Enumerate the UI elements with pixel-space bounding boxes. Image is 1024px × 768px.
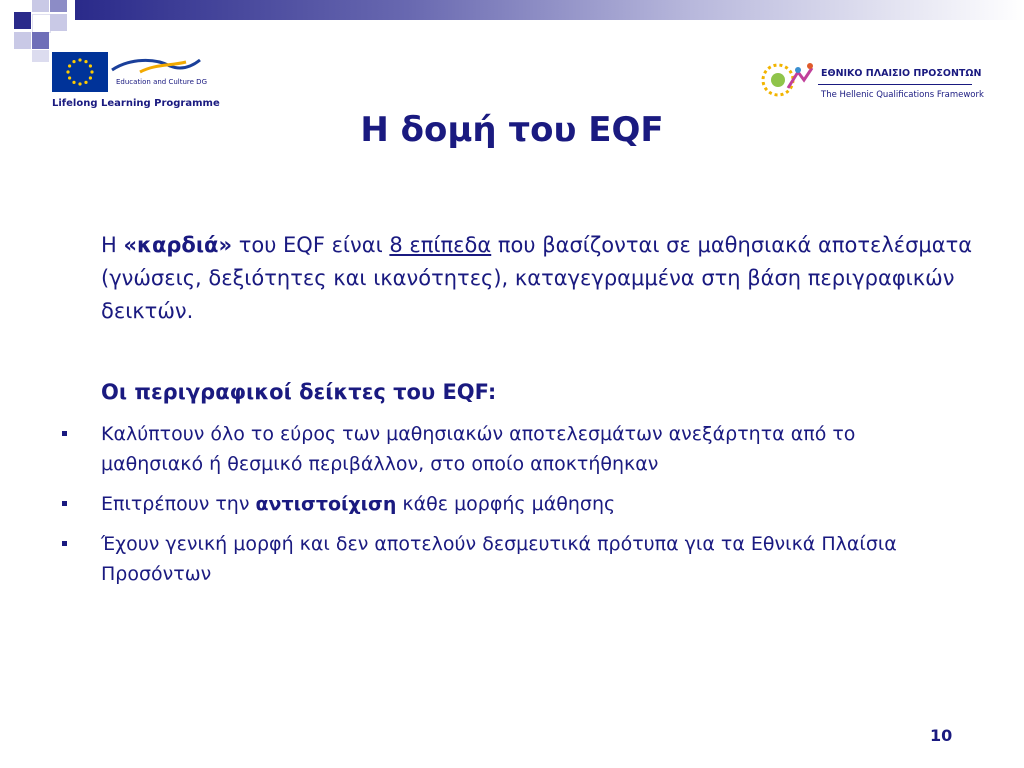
decor-square — [14, 32, 31, 49]
eu-star-icon — [72, 60, 75, 63]
framework-title: ΕΘΝΙΚΟ ΠΛΑΙΣΙΟ ΠΡΟΣΟΝΤΩΝ — [821, 68, 982, 79]
list-item-bold: αντιστοίχιση — [255, 493, 397, 515]
list-item — [58, 529, 938, 589]
decor-square — [50, 14, 67, 31]
intro-prefix: Η — [101, 233, 124, 257]
eu-lifelong-learning-logo — [48, 50, 220, 114]
eu-star-icon — [84, 60, 87, 63]
framework-subtitle: The Hellenic Qualifications Framework — [821, 90, 984, 100]
header-gradient-band — [75, 0, 1024, 20]
decor-square — [14, 12, 31, 29]
bullet-square-icon — [62, 541, 67, 546]
framework-emblem-icon — [758, 58, 816, 104]
swoosh-icon — [110, 56, 202, 74]
descriptor-list — [58, 419, 938, 599]
list-item-text: Καλύπτουν όλο το εύρος των μαθησιακών αποτελεσμάτων ανεξάρτητα από το μαθησιακό ή θεσμικό περιβάλλον, στο οποίο αποκτήθηκαν — [101, 423, 856, 475]
list-item — [58, 419, 938, 479]
eu-star-icon — [84, 81, 87, 84]
list-item-suffix: κάθε μορφής μάθησης — [396, 493, 616, 515]
decor-square — [32, 0, 49, 12]
eu-star-icon — [68, 76, 71, 79]
descriptors-heading: Οι περιγραφικοί δείκτες του EQF: — [101, 380, 497, 404]
list-item-prefix: Επιτρέπουν την — [101, 493, 256, 515]
page-number: 10 — [930, 726, 953, 745]
eu-star-icon — [66, 70, 69, 73]
list-item — [58, 489, 938, 519]
eu-star-icon — [78, 82, 81, 85]
intro-paragraph — [101, 229, 981, 328]
eu-star-icon — [89, 76, 92, 79]
intro-rest: που βασίζονται σε μαθησιακά αποτελέσματα (γνώσεις, δεξιότητες και ικανότητες), καταγεγραμμένα στη βάση περιγραφικών δεικτών. — [101, 233, 973, 323]
framework-divider — [818, 84, 972, 85]
intro-keyword: «καρδιά» — [123, 233, 233, 257]
bullet-square-icon — [62, 501, 67, 506]
eu-star-icon — [78, 58, 81, 61]
slide-title: Η δομή του EQF — [360, 110, 664, 150]
decor-square — [32, 32, 49, 49]
programme-label: Lifelong Learning Programme — [52, 98, 220, 109]
list-item-text: Έχουν γενική μορφή και δεν αποτελούν δεσμευτικά πρότυπα για τα Εθνικά Πλαίσια Προσόντων — [101, 533, 897, 585]
eu-star-icon — [68, 64, 71, 67]
decor-square — [32, 14, 51, 33]
eu-star-icon — [89, 64, 92, 67]
eu-flag-icon — [52, 52, 108, 92]
decor-square — [32, 50, 49, 62]
decor-square — [50, 0, 67, 12]
intro-mid: του EQF είναι — [232, 233, 390, 257]
bullet-square-icon — [62, 431, 67, 436]
eu-star-icon — [90, 70, 93, 73]
intro-levels: 8 επίπεδα — [389, 233, 492, 257]
hellenic-qualifications-logo — [758, 58, 984, 106]
eu-star-icon — [72, 81, 75, 84]
eu-dg-label: Education and Culture DG — [116, 78, 207, 86]
